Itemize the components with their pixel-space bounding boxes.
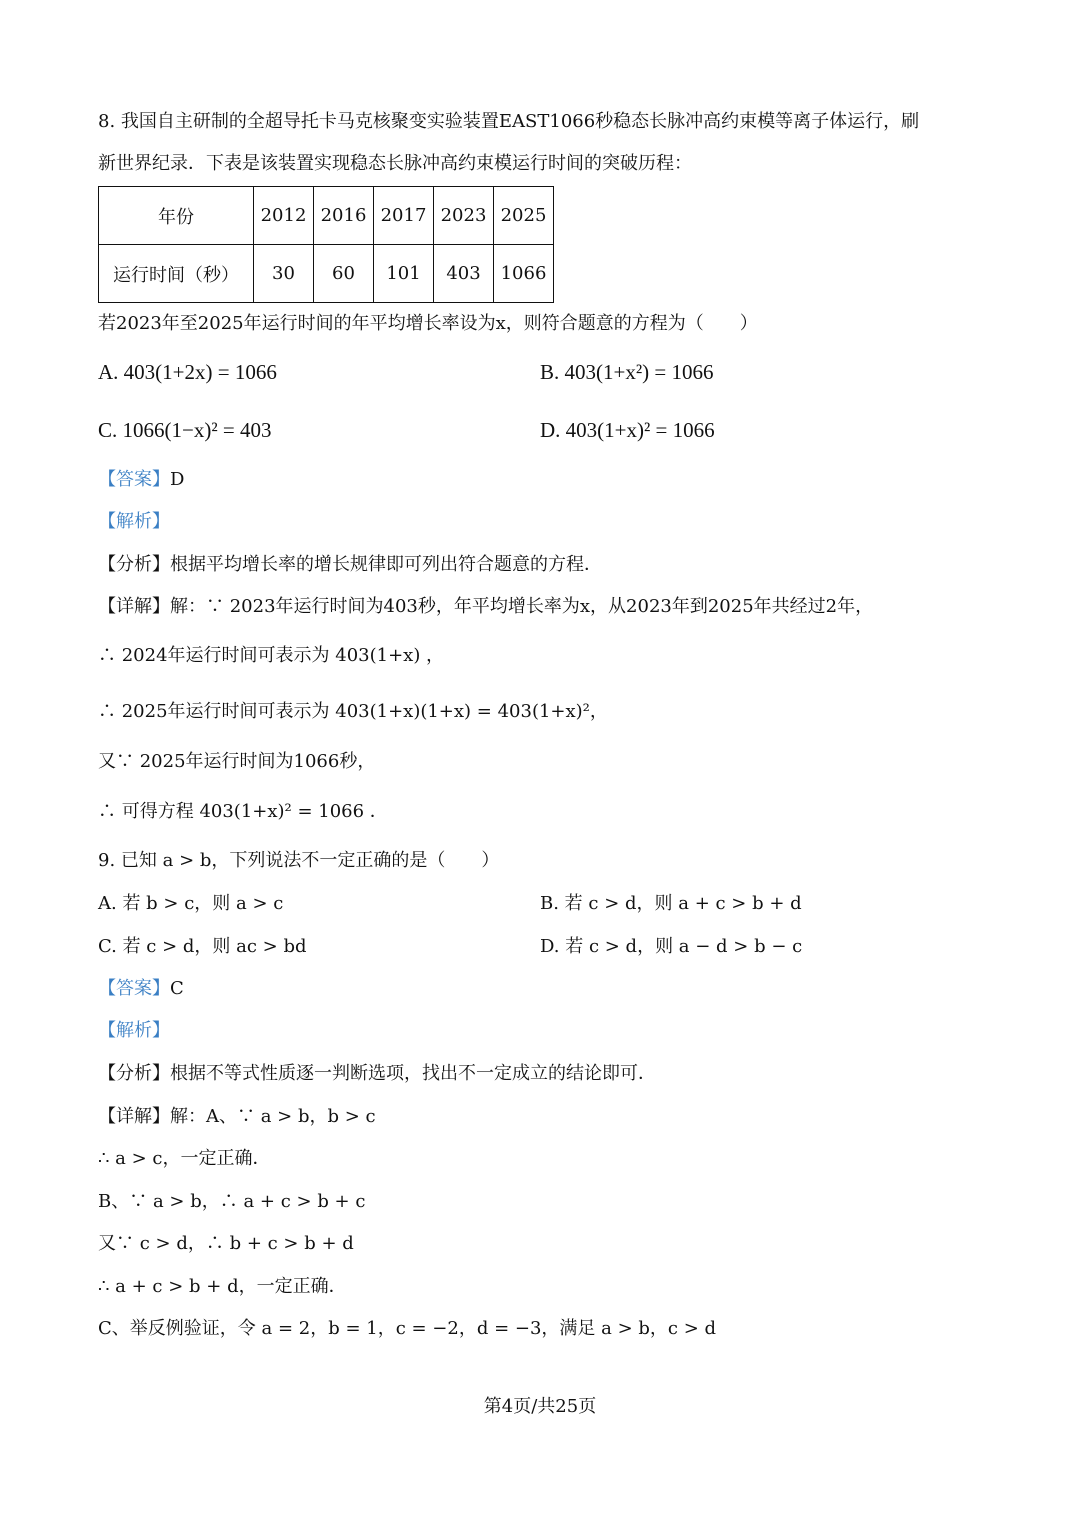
q8-step-4: ∴ 可得方程 403(1+x)² = 1066 ． — [98, 801, 388, 822]
q8-analysis-tag — [98, 508, 170, 536]
q9-line-3: 又∵ c > d，∴ b + c > b + d — [98, 1233, 354, 1254]
fenxi-tag: 【分析】 — [98, 554, 170, 575]
page-footer: 第4页/共25页 — [483, 1396, 597, 1417]
q9-line-5: C、举反例验证，令 a = 2，b = 1，c = −2，d = −3，满足 a > b，c > d — [98, 1318, 717, 1339]
answer-tag: 【答案】 — [98, 978, 170, 999]
q9-fenxi-line — [98, 1060, 656, 1088]
q9-line-4: ∴ a + c > b + d，一定正确． — [98, 1276, 347, 1297]
table-row-times — [99, 245, 554, 303]
table-time-cell: 403 — [434, 245, 494, 303]
table-row-label: 运行时间（秒） — [99, 245, 254, 303]
run-time-table — [98, 186, 554, 303]
q8-xiangjie-line — [98, 593, 873, 621]
table-time-cell: 101 — [374, 245, 434, 303]
table-year-cell: 2012 — [254, 187, 314, 245]
table-header-label: 年份 — [99, 187, 254, 245]
analysis-tag: 【解析】 — [98, 1020, 170, 1041]
q8-fenxi: 根据平均增长率的增长规律即可列出符合题意的方程． — [170, 554, 602, 575]
q9-analysis-tag — [98, 1017, 170, 1045]
q9-answer: C — [170, 978, 184, 999]
q8-answer-line — [98, 466, 184, 494]
table-year-cell: 2017 — [374, 187, 434, 245]
q9-option-d: D. 若 c > d，则 a − d > b − c — [540, 936, 803, 957]
q8-option-b: B. 403(1+x²) = 1066 — [540, 360, 714, 384]
q8-option-a: A. 403(1+2x) = 1066 — [98, 360, 277, 384]
xiangjie-tag: 【详解】 — [98, 1106, 170, 1127]
answer-tag: 【答案】 — [98, 469, 170, 490]
q8-question: 若2023年至2025年运行时间的年平均增长率设为x，则符合题意的方程为（ ） — [98, 313, 758, 334]
q9-line-2: B、∵ a > b，∴ a + c > b + c — [98, 1191, 366, 1212]
q8-step-2: ∴ 2025年运行时间可表示为 403(1+x)(1+x) = 403(1+x)²， — [98, 701, 608, 722]
q9-xiangjie: 解：A、∵ a > b，b > c — [170, 1106, 376, 1127]
q9-xiangjie-line — [98, 1103, 376, 1131]
q8-xiangjie: 解：∵ 2023年运行时间为403秒，年平均增长率为x，从2023年到2025年共经过2年， — [170, 596, 874, 617]
table-time-cell: 60 — [314, 245, 374, 303]
table-year-cell: 2016 — [314, 187, 374, 245]
q9-line-1: ∴ a > c，一定正确． — [98, 1148, 271, 1169]
q8-stem-line2: 新世界纪录．下表是该装置实现稳态长脉冲高约束模运行时间的突破历程： — [98, 153, 692, 174]
xiangjie-tag: 【详解】 — [98, 596, 170, 617]
q8-fenxi-line — [98, 551, 602, 579]
q9-option-c: C. 若 c > d，则 ac > bd — [98, 936, 307, 957]
q8-option-d: D. 403(1+x)² = 1066 — [540, 418, 715, 442]
table-year-cell: 2025 — [494, 187, 554, 245]
q8-answer: D — [170, 469, 185, 490]
fenxi-tag: 【分析】 — [98, 1063, 170, 1084]
q8-step-1: ∴ 2024年运行时间可表示为 403(1+x) ， — [98, 645, 445, 666]
table-row-years — [99, 187, 554, 245]
analysis-tag: 【解析】 — [98, 511, 170, 532]
q8-step-3: 又∵ 2025年运行时间为1066秒， — [98, 751, 376, 772]
q9-answer-line — [98, 975, 184, 1003]
q8-stem-line1: 8. 我国自主研制的全超导托卡马克核聚变实验装置EAST1066秒稳态长脉冲高约束模等离子体运行，刷 — [98, 111, 920, 132]
q9-fenxi: 根据不等式性质逐一判断选项，找出不一定成立的结论即可． — [170, 1063, 656, 1084]
q9-stem: 9. 已知 a > b，下列说法不一定正确的是（ ） — [98, 850, 500, 871]
table-time-cell: 30 — [254, 245, 314, 303]
q8-option-c: C. 1066(1−x)² = 403 — [98, 418, 272, 442]
table-time-cell: 1066 — [494, 245, 554, 303]
q9-option-a: A. 若 b > c，则 a > c — [98, 893, 284, 914]
table-year-cell: 2023 — [434, 187, 494, 245]
q9-option-b: B. 若 c > d，则 a + c > b + d — [540, 893, 802, 914]
